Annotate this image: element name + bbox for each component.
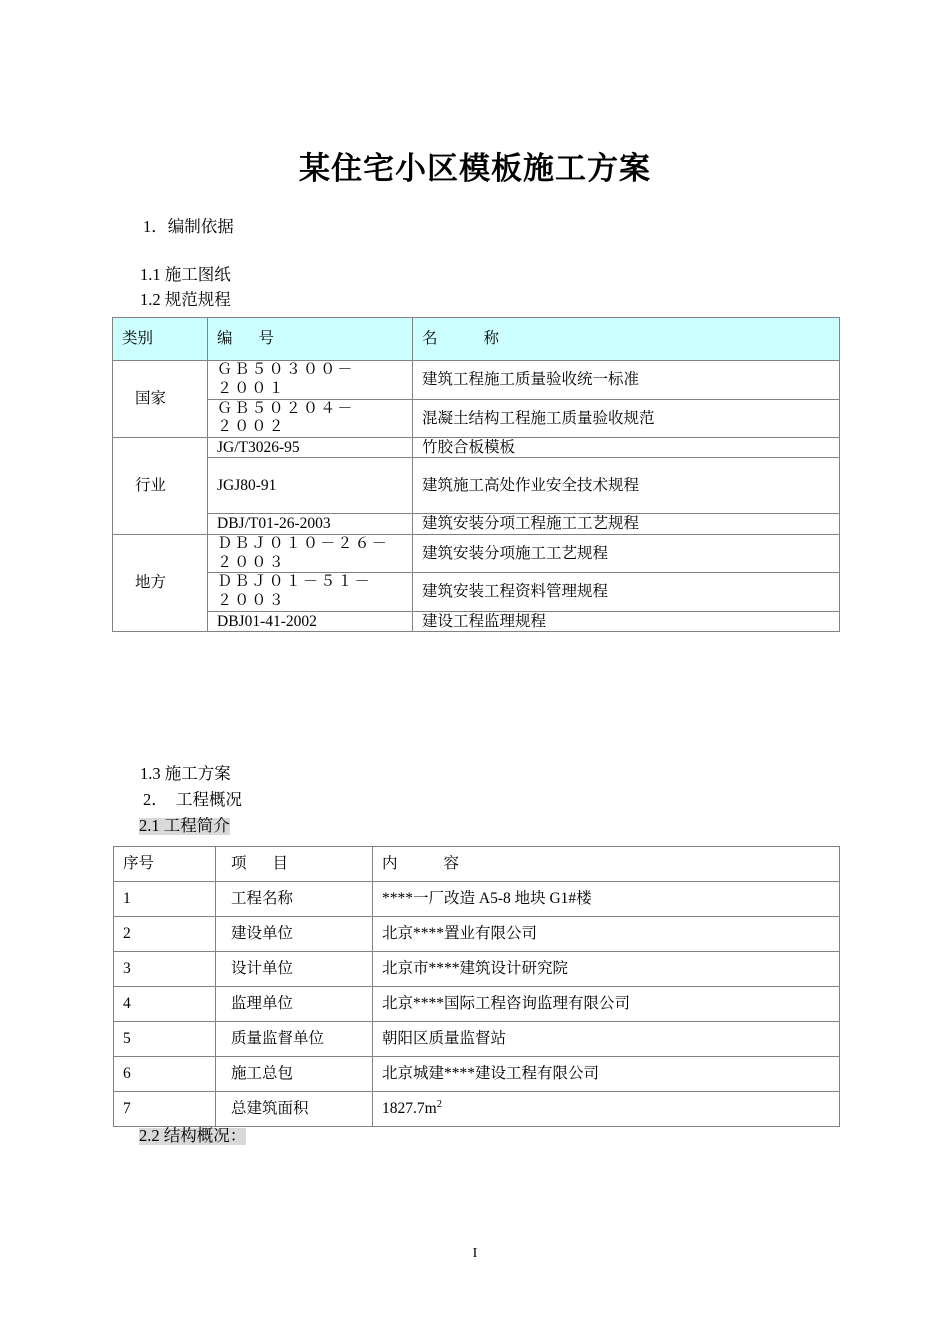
- row-item: 工程名称: [216, 882, 373, 917]
- area-unit-superscript: 2: [436, 1099, 442, 1111]
- table-row: [113, 458, 840, 514]
- heading-1-2: 1.2 规范规程: [140, 290, 231, 309]
- header-code: 编 号: [208, 318, 413, 361]
- row-content: 北京****国际工程咨询监理有限公司: [373, 987, 840, 1022]
- row-item: 设计单位: [216, 952, 373, 987]
- heading-2-1: 2.1 工程简介: [139, 816, 230, 835]
- spec-code: DBJ01-41-2002: [208, 611, 413, 631]
- table-row: [113, 534, 840, 573]
- table-header-row: [114, 847, 840, 882]
- row-index: 6: [114, 1057, 216, 1092]
- row-content: 北京市****建筑设计研究院: [373, 952, 840, 987]
- spec-name: 建筑施工高处作业安全技术规程: [413, 458, 840, 514]
- table-row: [113, 438, 840, 458]
- spec-name: 混凝土结构工程施工质量验收规范: [413, 399, 840, 438]
- spec-name: 建筑安装工程资料管理规程: [413, 573, 840, 612]
- row-content: ****一厂改造 A5-8 地块 G1#楼: [373, 882, 840, 917]
- row-item: 施工总包: [216, 1057, 373, 1092]
- footer-page-number: I: [472, 1246, 478, 1261]
- heading-1-3: 1.3 施工方案: [140, 764, 231, 783]
- table-row: [113, 573, 840, 612]
- header-index: 序号: [114, 847, 216, 882]
- row-content: 北京城建****建设工程有限公司: [373, 1057, 840, 1092]
- header-name: 名 称: [413, 318, 840, 361]
- table-row: [114, 917, 840, 952]
- area-value: 1827.7m: [382, 1100, 437, 1118]
- spec-name: 建设工程监理规程: [413, 611, 840, 631]
- table-row: [113, 399, 840, 438]
- group-category-national: 国家: [113, 361, 208, 438]
- spec-code: ＤＢＪ０１－５１－２００３: [208, 573, 413, 612]
- spec-code: ＤＢＪ０１０－２６－２００３: [208, 534, 413, 573]
- header-category: 类别: [113, 318, 208, 361]
- row-content: 北京****置业有限公司: [373, 917, 840, 952]
- specification-table: [112, 317, 840, 632]
- row-index: 3: [114, 952, 216, 987]
- row-index: 2: [114, 917, 216, 952]
- spec-name: 建筑安装分项工程施工工艺规程: [413, 514, 840, 534]
- table-row: [113, 514, 840, 534]
- header-content: 内 容: [373, 847, 840, 882]
- page-title: 某住宅小区模板施工方案: [299, 150, 651, 186]
- spec-code: JGJ80-91: [208, 458, 413, 514]
- heading-1-1: 1.1 施工图纸: [140, 265, 231, 284]
- row-content-area: [373, 1092, 840, 1127]
- table-row: [114, 1092, 840, 1127]
- row-item: 建设单位: [216, 917, 373, 952]
- row-item: 总建筑面积: [216, 1092, 373, 1127]
- table-row: [113, 361, 840, 400]
- heading-2: 2． 工程概况: [143, 790, 242, 809]
- heading-1: 1．编制依据: [143, 217, 234, 236]
- table-row: [114, 987, 840, 1022]
- spec-code: ＧＢ５０３００－２００１: [208, 361, 413, 400]
- row-index: 4: [114, 987, 216, 1022]
- spec-code: DBJ/T01-26-2003: [208, 514, 413, 534]
- spec-code: JG/T3026-95: [208, 438, 413, 458]
- row-item: 监理单位: [216, 987, 373, 1022]
- project-overview-table: [113, 846, 840, 1127]
- row-item: 质量监督单位: [216, 1022, 373, 1057]
- spec-name: 建筑安装分项施工工艺规程: [413, 534, 840, 573]
- table-row: [113, 611, 840, 631]
- group-category-industry: 行业: [113, 438, 208, 535]
- heading-2-2: 2.2 结构概况：: [139, 1126, 247, 1145]
- row-content: 朝阳区质量监督站: [373, 1022, 840, 1057]
- spec-name: 建筑工程施工质量验收统一标准: [413, 361, 840, 400]
- spec-code: ＧＢ５０２０４－２００２: [208, 399, 413, 438]
- row-index: 1: [114, 882, 216, 917]
- group-category-local: 地方: [113, 534, 208, 631]
- spec-name: 竹胶合板模板: [413, 438, 840, 458]
- row-index: 5: [114, 1022, 216, 1057]
- table-row: [114, 882, 840, 917]
- row-index: 7: [114, 1092, 216, 1127]
- table-row: [114, 1057, 840, 1092]
- header-item: 项 目: [216, 847, 373, 882]
- table-row: [114, 952, 840, 987]
- table-header-row: [113, 318, 840, 361]
- table-row: [114, 1022, 840, 1057]
